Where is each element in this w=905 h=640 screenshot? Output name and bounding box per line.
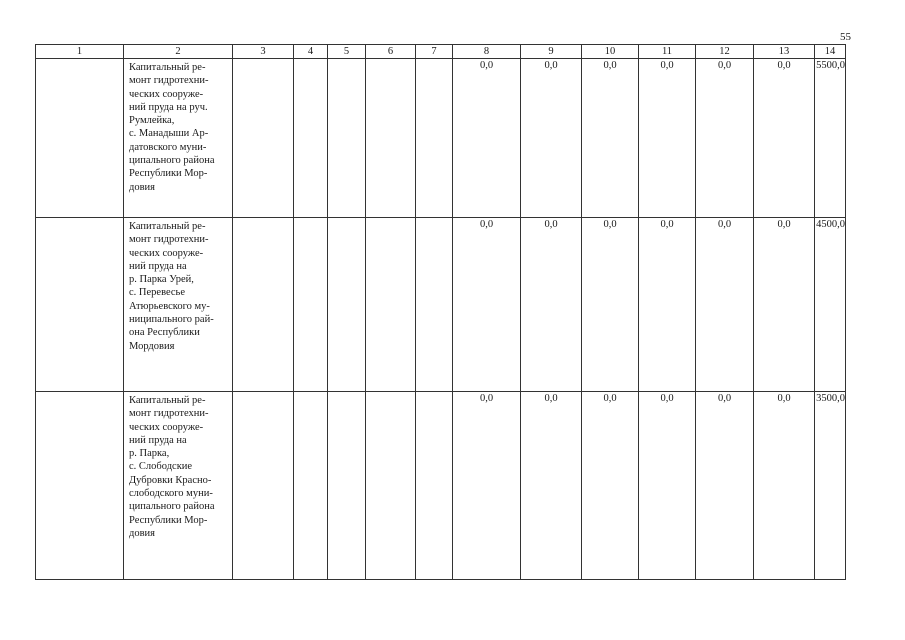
- cell-col11: 0,0: [639, 59, 696, 218]
- cell-col8: 0,0: [453, 59, 521, 218]
- description-line: Мордовия: [129, 340, 175, 352]
- cell-col13: 0,0: [754, 59, 815, 218]
- cell-col4: [294, 59, 328, 218]
- cell-col12: 0,0: [696, 59, 754, 218]
- description-line: ческих сооруже-: [129, 421, 204, 433]
- description-line: датовского муни-: [129, 141, 207, 153]
- description-line: Капитальный ре-: [129, 395, 206, 406]
- description-line: Республики Мор-: [129, 168, 208, 180]
- column-header: 12: [696, 45, 754, 59]
- cell-col3: [233, 59, 294, 218]
- description-line: довия: [129, 181, 155, 193]
- cell-col1: [36, 392, 124, 580]
- cell-col3: [233, 392, 294, 580]
- description-line: она Республики: [129, 327, 200, 339]
- column-header: 7: [416, 45, 453, 59]
- column-header: 11: [639, 45, 696, 59]
- description-line: ний пруда на: [129, 434, 187, 446]
- description-line: Румлейка,: [129, 115, 175, 127]
- column-header: 6: [366, 45, 416, 59]
- cell-description: [124, 218, 233, 392]
- cell-col13: 0,0: [754, 392, 815, 580]
- program-table: [35, 44, 846, 580]
- table-row: [36, 59, 846, 218]
- description-line: ний пруда на: [129, 260, 187, 272]
- description-line: ний пруда на руч.: [129, 101, 208, 113]
- cell-col1: [36, 59, 124, 218]
- description-line: Атюрьевского му-: [129, 300, 210, 312]
- column-header: 1: [36, 45, 124, 59]
- column-header: 10: [582, 45, 639, 59]
- column-header: 4: [294, 45, 328, 59]
- cell-col1: [36, 218, 124, 392]
- description-line: Капитальный ре-: [129, 221, 206, 232]
- cell-col10: 0,0: [582, 218, 639, 392]
- cell-col10: 0,0: [582, 392, 639, 580]
- table-row: [36, 392, 846, 580]
- cell-col6: [366, 392, 416, 580]
- cell-description: [124, 59, 233, 218]
- cell-col7: [416, 392, 453, 580]
- cell-col12: 0,0: [696, 218, 754, 392]
- description-line: с. Манадыши Ар-: [129, 128, 209, 140]
- cell-col6: [366, 218, 416, 392]
- description-line: Капитальный ре-: [129, 62, 206, 73]
- description-line: р. Парка,: [129, 448, 170, 460]
- cell-description: [124, 392, 233, 580]
- description-line: монт гидротехни-: [129, 408, 209, 420]
- cell-col5: [328, 392, 366, 580]
- cell-col14: 5500,0: [815, 59, 846, 218]
- cell-col14: 4500,0: [815, 218, 846, 392]
- column-header: 3: [233, 45, 294, 59]
- page-number: 55: [840, 31, 851, 43]
- cell-col3: [233, 218, 294, 392]
- cell-col9: 0,0: [521, 392, 582, 580]
- cell-col8: 0,0: [453, 218, 521, 392]
- column-header: 8: [453, 45, 521, 59]
- cell-col14: 3500,0: [815, 392, 846, 580]
- cell-col11: 0,0: [639, 218, 696, 392]
- description-line: ниципального рай-: [129, 314, 214, 326]
- column-header: 14: [815, 45, 846, 59]
- description-line: ципального района: [129, 155, 215, 167]
- description-line: монт гидротехни-: [129, 234, 209, 246]
- column-header: 9: [521, 45, 582, 59]
- column-number-row: [36, 45, 846, 59]
- cell-col5: [328, 59, 366, 218]
- column-header: 5: [328, 45, 366, 59]
- column-header: 13: [754, 45, 815, 59]
- cell-col10: 0,0: [582, 59, 639, 218]
- cell-col5: [328, 218, 366, 392]
- cell-col4: [294, 392, 328, 580]
- description-line: Дубровки Красно-: [129, 474, 212, 486]
- cell-col9: 0,0: [521, 218, 582, 392]
- description-line: с. Слободские: [129, 461, 193, 473]
- description-line: довия: [129, 527, 155, 539]
- cell-col12: 0,0: [696, 392, 754, 580]
- cell-col13: 0,0: [754, 218, 815, 392]
- description-line: ципального района: [129, 501, 215, 513]
- description-line: ческих сооруже-: [129, 88, 204, 100]
- cell-col7: [416, 59, 453, 218]
- cell-col9: 0,0: [521, 59, 582, 218]
- table-row: [36, 218, 846, 392]
- description-line: р. Парка Урей,: [129, 274, 194, 286]
- description-line: слободского муни-: [129, 488, 213, 500]
- cell-col6: [366, 59, 416, 218]
- description-line: монт гидротехни-: [129, 75, 209, 87]
- cell-col8: 0,0: [453, 392, 521, 580]
- cell-col4: [294, 218, 328, 392]
- cell-col7: [416, 218, 453, 392]
- description-line: Республики Мор-: [129, 514, 208, 526]
- description-line: ческих сооруже-: [129, 247, 204, 259]
- description-line: с. Перевесье: [129, 287, 185, 299]
- column-header: 2: [124, 45, 233, 59]
- cell-col11: 0,0: [639, 392, 696, 580]
